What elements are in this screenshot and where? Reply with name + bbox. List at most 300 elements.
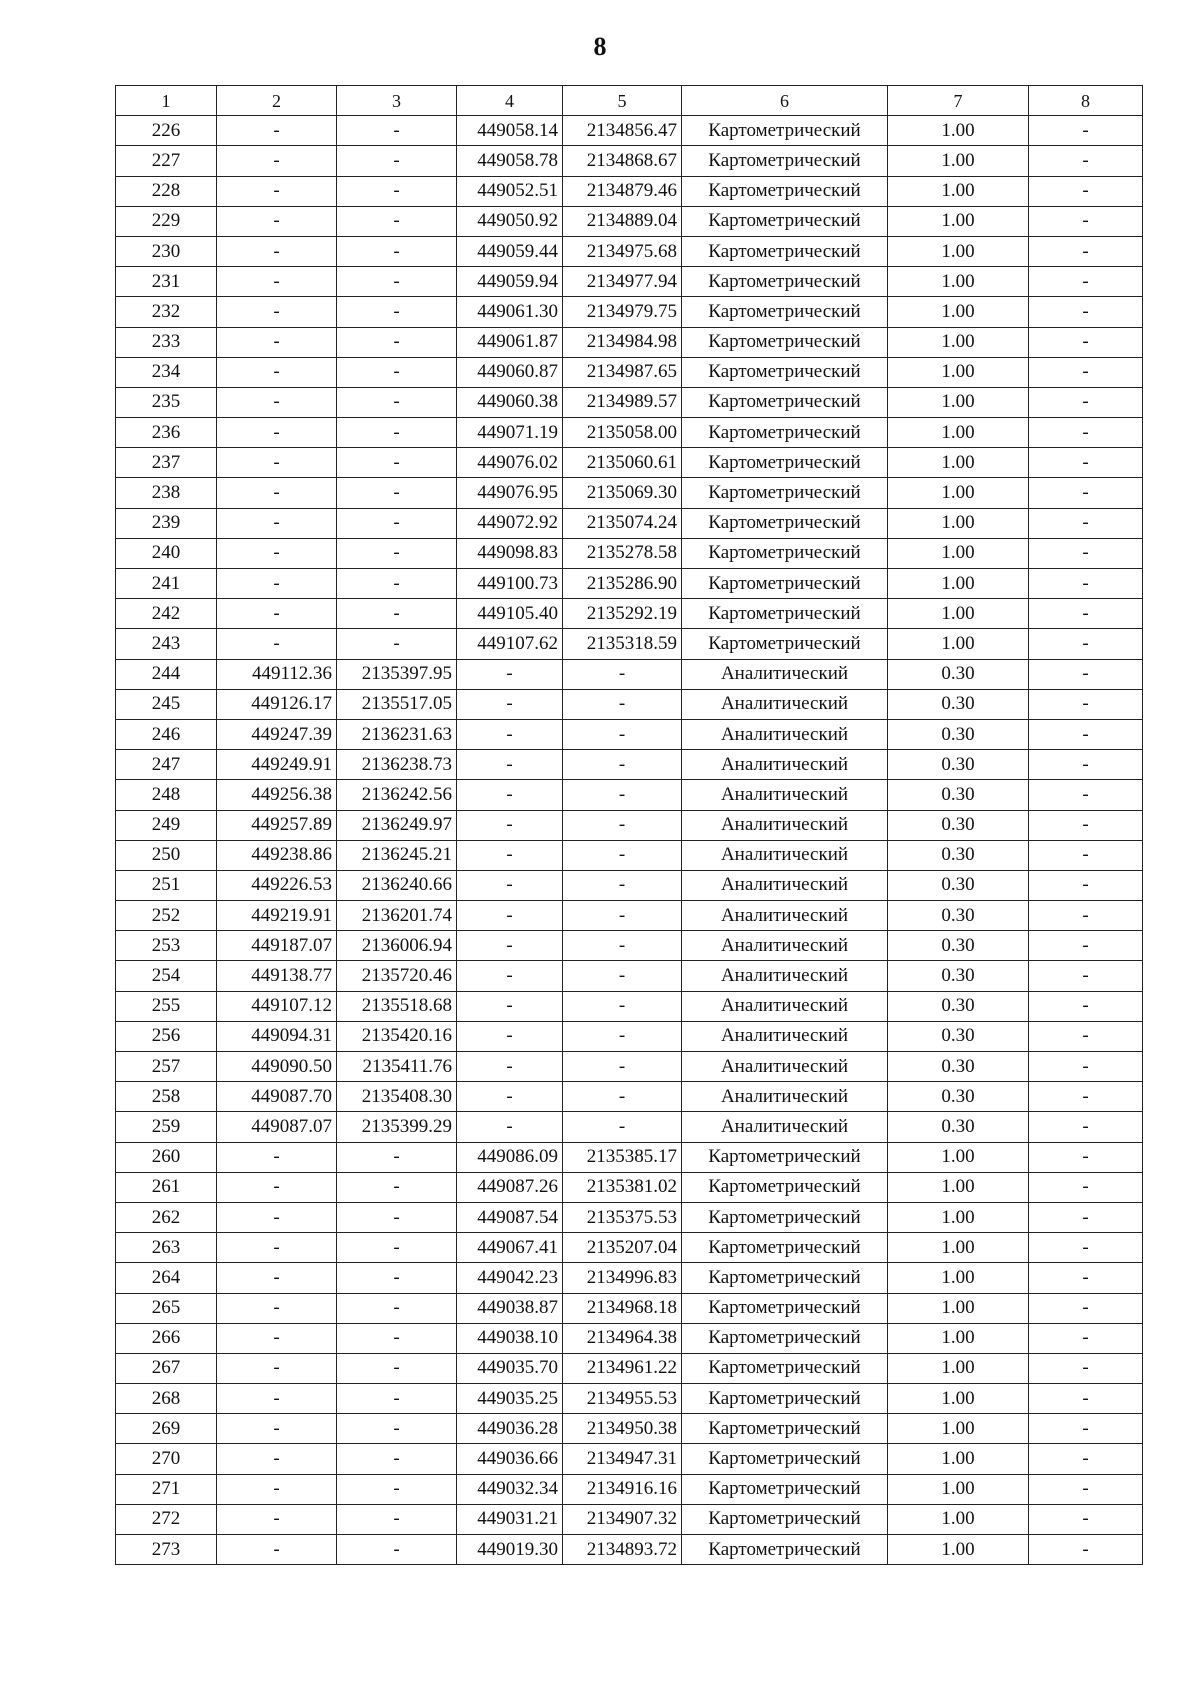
- table-row: [116, 1021, 1143, 1051]
- point-number-cell: 261: [116, 1172, 217, 1202]
- note-cell: -: [1029, 629, 1143, 659]
- coord-y-cartometric-cell: 2134987.65: [563, 357, 682, 387]
- coord-x-analytic-cell: 449219.91: [217, 901, 337, 931]
- coord-x-cartometric-cell: 449087.54: [457, 1202, 563, 1232]
- point-number-cell: 254: [116, 961, 217, 991]
- table-row: [116, 810, 1143, 840]
- coord-y-analytic-cell: 2136238.73: [337, 750, 457, 780]
- note-cell: -: [1029, 1202, 1143, 1232]
- coord-x-cartometric-cell: 449098.83: [457, 538, 563, 568]
- accuracy-cell: 0.30: [888, 1112, 1029, 1142]
- note-cell: -: [1029, 1504, 1143, 1534]
- coord-y-cartometric-cell: -: [563, 901, 682, 931]
- accuracy-cell: 0.30: [888, 659, 1029, 689]
- coord-x-analytic-cell: 449126.17: [217, 689, 337, 719]
- coord-y-analytic-cell: -: [337, 387, 457, 417]
- note-cell: -: [1029, 206, 1143, 236]
- table-row: [116, 931, 1143, 961]
- coord-y-cartometric-cell: 2134950.38: [563, 1414, 682, 1444]
- point-number-cell: 242: [116, 599, 217, 629]
- coord-x-analytic-cell: -: [217, 1293, 337, 1323]
- coord-y-cartometric-cell: -: [563, 659, 682, 689]
- column-header: 6: [682, 86, 888, 116]
- coord-y-analytic-cell: -: [337, 176, 457, 206]
- point-number-cell: 258: [116, 1082, 217, 1112]
- point-number-cell: 241: [116, 569, 217, 599]
- coord-y-analytic-cell: -: [337, 1353, 457, 1383]
- note-cell: -: [1029, 1142, 1143, 1172]
- note-cell: -: [1029, 810, 1143, 840]
- coord-x-cartometric-cell: 449035.25: [457, 1384, 563, 1414]
- note-cell: -: [1029, 689, 1143, 719]
- note-cell: -: [1029, 176, 1143, 206]
- note-cell: -: [1029, 1414, 1143, 1444]
- coord-x-cartometric-cell: -: [457, 961, 563, 991]
- accuracy-cell: 1.00: [888, 297, 1029, 327]
- point-number-cell: 264: [116, 1263, 217, 1293]
- coord-y-cartometric-cell: -: [563, 1112, 682, 1142]
- coord-y-analytic-cell: -: [337, 1233, 457, 1263]
- coord-y-cartometric-cell: -: [563, 991, 682, 1021]
- method-cell: Картометрический: [682, 418, 888, 448]
- method-cell: Картометрический: [682, 1504, 888, 1534]
- coord-x-analytic-cell: -: [217, 297, 337, 327]
- accuracy-cell: 1.00: [888, 538, 1029, 568]
- coord-x-analytic-cell: -: [217, 206, 337, 236]
- coord-y-cartometric-cell: -: [563, 1021, 682, 1051]
- accuracy-cell: 0.30: [888, 780, 1029, 810]
- method-cell: Картометрический: [682, 629, 888, 659]
- coord-x-analytic-cell: 449107.12: [217, 991, 337, 1021]
- coord-x-analytic-cell: -: [217, 1263, 337, 1293]
- coord-x-cartometric-cell: 449058.14: [457, 116, 563, 146]
- coord-x-analytic-cell: -: [217, 1504, 337, 1534]
- accuracy-cell: 1.00: [888, 146, 1029, 176]
- note-cell: -: [1029, 1263, 1143, 1293]
- column-header: 4: [457, 86, 563, 116]
- coord-x-cartometric-cell: 449060.87: [457, 357, 563, 387]
- coord-x-cartometric-cell: -: [457, 689, 563, 719]
- table-row: [116, 116, 1143, 146]
- method-cell: Картометрический: [682, 538, 888, 568]
- column-header: 7: [888, 86, 1029, 116]
- table-body: [116, 86, 1143, 1565]
- coord-y-analytic-cell: -: [337, 267, 457, 297]
- coord-y-analytic-cell: -: [337, 478, 457, 508]
- note-cell: -: [1029, 1293, 1143, 1323]
- coordinates-table: [115, 85, 1143, 1565]
- accuracy-cell: 1.00: [888, 1535, 1029, 1565]
- coord-x-analytic-cell: 449249.91: [217, 750, 337, 780]
- coord-x-analytic-cell: 449087.07: [217, 1112, 337, 1142]
- point-number-cell: 232: [116, 297, 217, 327]
- method-cell: Картометрический: [682, 1535, 888, 1565]
- method-cell: Картометрический: [682, 1172, 888, 1202]
- column-header: 5: [563, 86, 682, 116]
- accuracy-cell: 1.00: [888, 176, 1029, 206]
- method-cell: Картометрический: [682, 297, 888, 327]
- coord-x-analytic-cell: 449238.86: [217, 840, 337, 870]
- accuracy-cell: 1.00: [888, 508, 1029, 538]
- point-number-cell: 272: [116, 1504, 217, 1534]
- coord-x-cartometric-cell: -: [457, 901, 563, 931]
- table-row: [116, 840, 1143, 870]
- coord-y-analytic-cell: -: [337, 599, 457, 629]
- coord-x-analytic-cell: 449094.31: [217, 1021, 337, 1051]
- coord-x-analytic-cell: -: [217, 267, 337, 297]
- point-number-cell: 234: [116, 357, 217, 387]
- coord-y-cartometric-cell: -: [563, 780, 682, 810]
- note-cell: -: [1029, 1384, 1143, 1414]
- coord-x-cartometric-cell: 449031.21: [457, 1504, 563, 1534]
- point-number-cell: 245: [116, 689, 217, 719]
- coord-y-analytic-cell: 2135518.68: [337, 991, 457, 1021]
- note-cell: -: [1029, 297, 1143, 327]
- table-row: [116, 478, 1143, 508]
- method-cell: Аналитический: [682, 750, 888, 780]
- method-cell: Аналитический: [682, 961, 888, 991]
- table-row: [116, 719, 1143, 749]
- coord-y-analytic-cell: 2135420.16: [337, 1021, 457, 1051]
- table-row: [116, 1233, 1143, 1263]
- accuracy-cell: 1.00: [888, 236, 1029, 266]
- table-row: [116, 538, 1143, 568]
- point-number-cell: 244: [116, 659, 217, 689]
- method-cell: Картометрический: [682, 176, 888, 206]
- note-cell: -: [1029, 236, 1143, 266]
- coord-y-analytic-cell: 2136242.56: [337, 780, 457, 810]
- point-number-cell: 246: [116, 719, 217, 749]
- point-number-cell: 262: [116, 1202, 217, 1232]
- coord-y-analytic-cell: -: [337, 1172, 457, 1202]
- coord-y-cartometric-cell: -: [563, 689, 682, 719]
- accuracy-cell: 1.00: [888, 448, 1029, 478]
- coord-x-cartometric-cell: 449087.26: [457, 1172, 563, 1202]
- coord-y-cartometric-cell: -: [563, 1052, 682, 1082]
- note-cell: -: [1029, 961, 1143, 991]
- coord-y-analytic-cell: -: [337, 1142, 457, 1172]
- accuracy-cell: 1.00: [888, 1353, 1029, 1383]
- coord-y-cartometric-cell: 2134984.98: [563, 327, 682, 357]
- coord-y-cartometric-cell: 2135074.24: [563, 508, 682, 538]
- coord-y-analytic-cell: -: [337, 146, 457, 176]
- point-number-cell: 248: [116, 780, 217, 810]
- method-cell: Картометрический: [682, 1323, 888, 1353]
- point-number-cell: 229: [116, 206, 217, 236]
- accuracy-cell: 1.00: [888, 206, 1029, 236]
- note-cell: -: [1029, 719, 1143, 749]
- coord-y-analytic-cell: -: [337, 1414, 457, 1444]
- method-cell: Картометрический: [682, 1202, 888, 1232]
- coord-x-analytic-cell: 449138.77: [217, 961, 337, 991]
- coord-x-cartometric-cell: 449038.87: [457, 1293, 563, 1323]
- note-cell: -: [1029, 840, 1143, 870]
- coord-x-analytic-cell: -: [217, 327, 337, 357]
- note-cell: -: [1029, 870, 1143, 900]
- coord-y-analytic-cell: 2136249.97: [337, 810, 457, 840]
- coord-y-analytic-cell: -: [337, 1323, 457, 1353]
- coord-y-cartometric-cell: 2135375.53: [563, 1202, 682, 1232]
- method-cell: Картометрический: [682, 569, 888, 599]
- method-cell: Картометрический: [682, 599, 888, 629]
- coord-x-cartometric-cell: -: [457, 1112, 563, 1142]
- coord-x-cartometric-cell: -: [457, 810, 563, 840]
- coord-x-analytic-cell: -: [217, 1414, 337, 1444]
- method-cell: Картометрический: [682, 1293, 888, 1323]
- point-number-cell: 233: [116, 327, 217, 357]
- coord-x-analytic-cell: -: [217, 387, 337, 417]
- accuracy-cell: 0.30: [888, 1052, 1029, 1082]
- note-cell: -: [1029, 1021, 1143, 1051]
- point-number-cell: 266: [116, 1323, 217, 1353]
- coord-y-cartometric-cell: 2134947.31: [563, 1444, 682, 1474]
- accuracy-cell: 0.30: [888, 719, 1029, 749]
- coord-x-analytic-cell: -: [217, 508, 337, 538]
- coord-y-cartometric-cell: 2134989.57: [563, 387, 682, 417]
- method-cell: Аналитический: [682, 870, 888, 900]
- coord-y-analytic-cell: 2136201.74: [337, 901, 457, 931]
- table-row: [116, 1112, 1143, 1142]
- coord-y-cartometric-cell: -: [563, 1082, 682, 1112]
- coord-x-analytic-cell: -: [217, 1353, 337, 1383]
- coord-x-cartometric-cell: -: [457, 840, 563, 870]
- method-cell: Аналитический: [682, 1052, 888, 1082]
- coord-x-cartometric-cell: -: [457, 1021, 563, 1051]
- coord-x-analytic-cell: 449112.36: [217, 659, 337, 689]
- coord-x-cartometric-cell: 449072.92: [457, 508, 563, 538]
- point-number-cell: 228: [116, 176, 217, 206]
- note-cell: -: [1029, 478, 1143, 508]
- coord-y-analytic-cell: -: [337, 236, 457, 266]
- coord-x-analytic-cell: 449187.07: [217, 931, 337, 961]
- accuracy-cell: 1.00: [888, 478, 1029, 508]
- method-cell: Картометрический: [682, 146, 888, 176]
- coord-y-analytic-cell: -: [337, 569, 457, 599]
- point-number-cell: 238: [116, 478, 217, 508]
- coord-y-cartometric-cell: 2134889.04: [563, 206, 682, 236]
- coord-y-cartometric-cell: -: [563, 750, 682, 780]
- note-cell: -: [1029, 931, 1143, 961]
- coord-y-cartometric-cell: 2135058.00: [563, 418, 682, 448]
- accuracy-cell: 0.30: [888, 840, 1029, 870]
- point-number-cell: 250: [116, 840, 217, 870]
- coord-y-cartometric-cell: 2134968.18: [563, 1293, 682, 1323]
- coord-y-cartometric-cell: 2135318.59: [563, 629, 682, 659]
- coord-x-cartometric-cell: -: [457, 931, 563, 961]
- note-cell: -: [1029, 991, 1143, 1021]
- coord-y-analytic-cell: -: [337, 1263, 457, 1293]
- accuracy-cell: 0.30: [888, 901, 1029, 931]
- coord-y-analytic-cell: -: [337, 1474, 457, 1504]
- method-cell: Картометрический: [682, 357, 888, 387]
- coord-x-cartometric-cell: -: [457, 991, 563, 1021]
- coord-y-cartometric-cell: 2135207.04: [563, 1233, 682, 1263]
- coord-y-cartometric-cell: -: [563, 719, 682, 749]
- point-number-cell: 273: [116, 1535, 217, 1565]
- method-cell: Картометрический: [682, 1233, 888, 1263]
- method-cell: Картометрический: [682, 1444, 888, 1474]
- coord-y-analytic-cell: 2136231.63: [337, 719, 457, 749]
- coord-x-cartometric-cell: -: [457, 870, 563, 900]
- table-row: [116, 236, 1143, 266]
- note-cell: -: [1029, 750, 1143, 780]
- coord-y-analytic-cell: -: [337, 418, 457, 448]
- accuracy-cell: 1.00: [888, 1293, 1029, 1323]
- method-cell: Картометрический: [682, 327, 888, 357]
- table-row: [116, 206, 1143, 236]
- table-row: [116, 1172, 1143, 1202]
- coord-y-analytic-cell: -: [337, 1535, 457, 1565]
- method-cell: Аналитический: [682, 1082, 888, 1112]
- point-number-cell: 236: [116, 418, 217, 448]
- coord-x-analytic-cell: -: [217, 478, 337, 508]
- coord-y-cartometric-cell: 2134955.53: [563, 1384, 682, 1414]
- accuracy-cell: 0.30: [888, 1021, 1029, 1051]
- method-cell: Картометрический: [682, 116, 888, 146]
- note-cell: -: [1029, 1353, 1143, 1383]
- coord-x-analytic-cell: 449090.50: [217, 1052, 337, 1082]
- coord-x-analytic-cell: -: [217, 1233, 337, 1263]
- coord-y-analytic-cell: -: [337, 116, 457, 146]
- point-number-cell: 237: [116, 448, 217, 478]
- coord-x-analytic-cell: -: [217, 1444, 337, 1474]
- table-row: [116, 1474, 1143, 1504]
- coord-y-analytic-cell: -: [337, 629, 457, 659]
- coord-x-cartometric-cell: 449060.38: [457, 387, 563, 417]
- coord-x-analytic-cell: 449087.70: [217, 1082, 337, 1112]
- coord-x-analytic-cell: 449226.53: [217, 870, 337, 900]
- note-cell: -: [1029, 901, 1143, 931]
- coord-y-analytic-cell: 2135408.30: [337, 1082, 457, 1112]
- coord-x-analytic-cell: -: [217, 1384, 337, 1414]
- table-row: [116, 659, 1143, 689]
- table-row: [116, 1535, 1143, 1565]
- method-cell: Аналитический: [682, 1021, 888, 1051]
- accuracy-cell: 0.30: [888, 689, 1029, 719]
- coord-x-analytic-cell: -: [217, 357, 337, 387]
- point-number-cell: 270: [116, 1444, 217, 1474]
- point-number-cell: 235: [116, 387, 217, 417]
- accuracy-cell: 0.30: [888, 810, 1029, 840]
- point-number-cell: 247: [116, 750, 217, 780]
- coord-x-cartometric-cell: 449059.44: [457, 236, 563, 266]
- table-row: [116, 146, 1143, 176]
- coord-y-cartometric-cell: -: [563, 931, 682, 961]
- coord-y-analytic-cell: -: [337, 297, 457, 327]
- table-row: [116, 1052, 1143, 1082]
- coord-x-cartometric-cell: 449076.95: [457, 478, 563, 508]
- table-row: [116, 1504, 1143, 1534]
- table-row: [116, 176, 1143, 206]
- point-number-cell: 240: [116, 538, 217, 568]
- point-number-cell: 231: [116, 267, 217, 297]
- coord-y-cartometric-cell: 2134879.46: [563, 176, 682, 206]
- note-cell: -: [1029, 116, 1143, 146]
- table-row: [116, 327, 1143, 357]
- coord-y-cartometric-cell: 2135278.58: [563, 538, 682, 568]
- point-number-cell: 271: [116, 1474, 217, 1504]
- coord-y-cartometric-cell: 2134977.94: [563, 267, 682, 297]
- point-number-cell: 263: [116, 1233, 217, 1263]
- table-row: [116, 901, 1143, 931]
- coord-x-cartometric-cell: 449052.51: [457, 176, 563, 206]
- method-cell: Аналитический: [682, 780, 888, 810]
- method-cell: Аналитический: [682, 659, 888, 689]
- coord-y-analytic-cell: 2135399.29: [337, 1112, 457, 1142]
- coord-y-analytic-cell: 2136240.66: [337, 870, 457, 900]
- coord-x-cartometric-cell: 449061.30: [457, 297, 563, 327]
- coord-x-cartometric-cell: 449107.62: [457, 629, 563, 659]
- note-cell: -: [1029, 538, 1143, 568]
- coord-y-analytic-cell: -: [337, 538, 457, 568]
- coord-x-analytic-cell: -: [217, 629, 337, 659]
- note-cell: -: [1029, 1323, 1143, 1353]
- coord-x-analytic-cell: -: [217, 176, 337, 206]
- coordinates-table-container: [115, 85, 1142, 1565]
- coord-x-cartometric-cell: 449086.09: [457, 1142, 563, 1172]
- method-cell: Аналитический: [682, 991, 888, 1021]
- table-row: [116, 1444, 1143, 1474]
- coord-x-analytic-cell: -: [217, 236, 337, 266]
- accuracy-cell: 1.00: [888, 267, 1029, 297]
- coord-y-cartometric-cell: 2135385.17: [563, 1142, 682, 1172]
- table-row: [116, 991, 1143, 1021]
- coord-x-cartometric-cell: 449100.73: [457, 569, 563, 599]
- accuracy-cell: 0.30: [888, 991, 1029, 1021]
- column-header: 8: [1029, 86, 1143, 116]
- coord-x-analytic-cell: -: [217, 569, 337, 599]
- coord-y-cartometric-cell: 2135069.30: [563, 478, 682, 508]
- note-cell: -: [1029, 508, 1143, 538]
- point-number-cell: 255: [116, 991, 217, 1021]
- coord-x-analytic-cell: -: [217, 418, 337, 448]
- note-cell: -: [1029, 327, 1143, 357]
- table-row: [116, 689, 1143, 719]
- method-cell: Аналитический: [682, 931, 888, 961]
- coord-y-cartometric-cell: -: [563, 810, 682, 840]
- table-row: [116, 448, 1143, 478]
- coord-y-analytic-cell: 2135720.46: [337, 961, 457, 991]
- coord-x-cartometric-cell: 449050.92: [457, 206, 563, 236]
- coord-y-cartometric-cell: 2134996.83: [563, 1263, 682, 1293]
- note-cell: -: [1029, 357, 1143, 387]
- accuracy-cell: 1.00: [888, 599, 1029, 629]
- point-number-cell: 230: [116, 236, 217, 266]
- coord-y-analytic-cell: -: [337, 508, 457, 538]
- table-row: [116, 599, 1143, 629]
- method-cell: Картометрический: [682, 1142, 888, 1172]
- coord-y-analytic-cell: -: [337, 327, 457, 357]
- method-cell: Картометрический: [682, 478, 888, 508]
- coord-y-cartometric-cell: 2135286.90: [563, 569, 682, 599]
- method-cell: Аналитический: [682, 689, 888, 719]
- note-cell: -: [1029, 267, 1143, 297]
- accuracy-cell: 1.00: [888, 327, 1029, 357]
- table-row: [116, 750, 1143, 780]
- coord-x-analytic-cell: 449257.89: [217, 810, 337, 840]
- point-number-cell: 265: [116, 1293, 217, 1323]
- coord-x-analytic-cell: -: [217, 146, 337, 176]
- accuracy-cell: 1.00: [888, 1233, 1029, 1263]
- accuracy-cell: 0.30: [888, 961, 1029, 991]
- coord-y-analytic-cell: 2136245.21: [337, 840, 457, 870]
- coord-y-cartometric-cell: 2135292.19: [563, 599, 682, 629]
- note-cell: -: [1029, 418, 1143, 448]
- note-cell: -: [1029, 1535, 1143, 1565]
- coord-y-cartometric-cell: 2134979.75: [563, 297, 682, 327]
- accuracy-cell: 1.00: [888, 387, 1029, 417]
- note-cell: -: [1029, 1082, 1143, 1112]
